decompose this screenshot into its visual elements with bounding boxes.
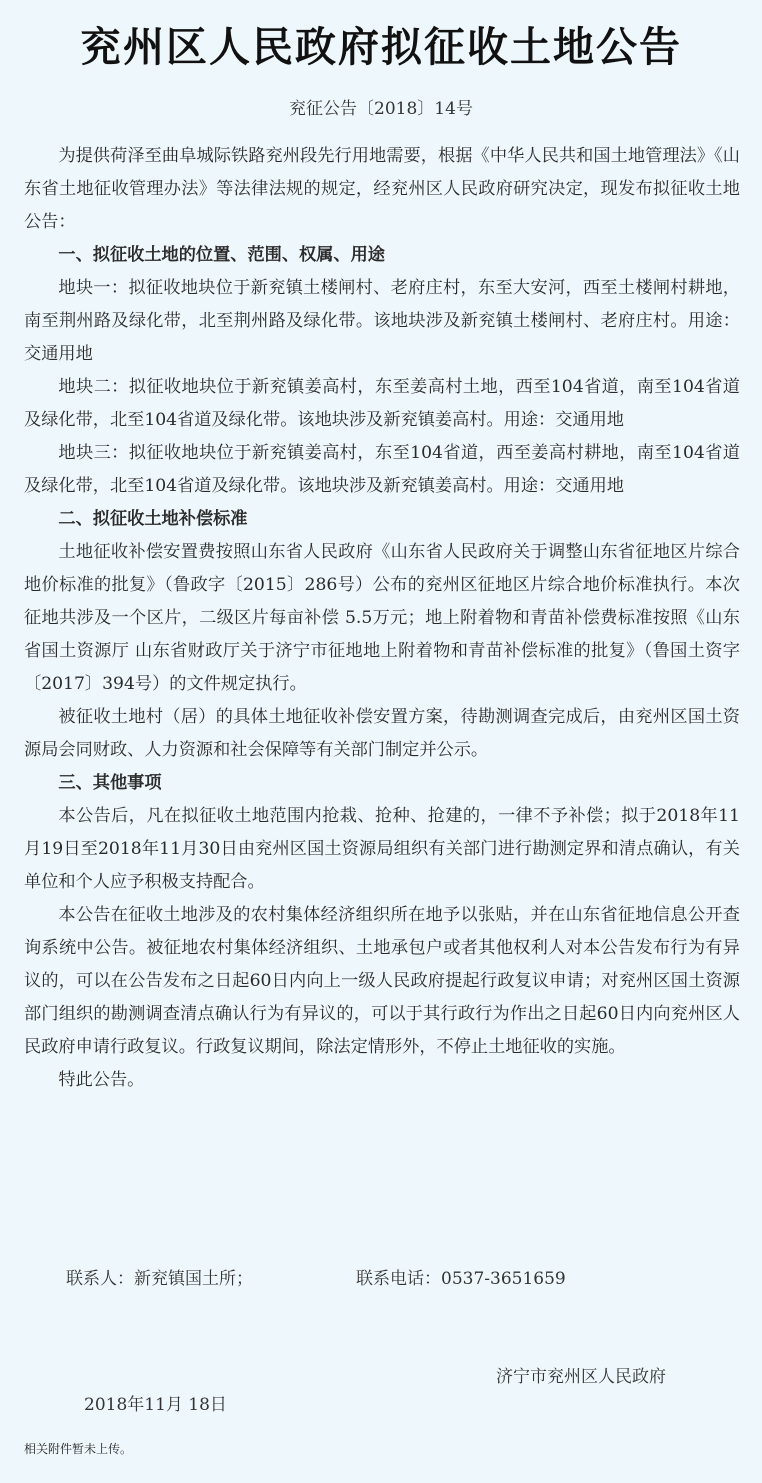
body-paragraph: 地块一：拟征收地块位于新兖镇土楼闸村、老府庄村，东至大安河，西至土楼闸村耕地，南至荆州路及绿化带，北至荆州路及绿化带。该地块涉及新兖镇土楼闸村、老府庄村。用途：交通用地 [24, 278, 740, 364]
page-title: 兖州区人民政府拟征收土地公告 [80, 23, 682, 71]
body-paragraph: 为提供荷泽至曲阜城际铁路兖州段先行用地需要，根据《中华人民共和国土地管理法》《山东省土地征收管理办法》等法律法规的规定，经兖州区人民政府研究决定，现发布拟征收土地公告： [24, 146, 740, 232]
body-paragraph: 土地征收补偿安置费按照山东省人民政府《山东省人民政府关于调整山东省征地区片综合地价标准的批复》（鲁政字〔2015〕286号）公布的兖州区征地区片综合地价标准执行。本次征地共涉及一个区片，二级区片每亩补偿 5.5万元；地上附着物和青苗补偿费标准按照《山东省国土资源厅 山东省财政厅关于济宁市征地地上附着物和青苗补偿标准的批复》（鲁国土资字〔2017〕394号）的文件规定执行。 [24, 542, 740, 694]
issuing-organization: 济宁市兖州区人民政府 [496, 1367, 666, 1387]
body-paragraph: 被征收土地村（居）的具体土地征收补偿安置方案，待勘测调查完成后，由兖州区国土资源局会同财政、人力资源和社会保障等有关部门制定并公示。 [24, 707, 740, 760]
notice-body [24, 140, 740, 1097]
issue-date: 2018年11月 18日 [84, 1395, 227, 1415]
section-heading: 二、拟征收土地补偿标准 [58, 509, 248, 529]
contact-phone: 联系电话：0537-3651659 [356, 1269, 566, 1289]
body-paragraph: 特此公告。 [58, 1070, 145, 1090]
body-paragraph: 本公告在征收土地涉及的农村集体经济组织所在地予以张贴，并在山东省征地信息公开查询系统中公告。被征地农村集体经济组织、土地承包户或者其他权利人对本公告发布行为有异议的，可以在公告发布之日起60日内向上一级人民政府提起行政复议申请；对兖州区国土资源部门组织的勘测调查清点确认行为有异议的，可以于其行政行为作出之日起60日内向兖州区人民政府申请行政复议。行政复议期间，除法定情形外，不停止土地征收的实施。 [24, 905, 740, 1057]
body-paragraph: 地块三：拟征收地块位于新兖镇姜高村，东至104省道，西至姜高村耕地，南至104省道及绿化带，北至104省道及绿化带。该地块涉及新兖镇姜高村。用途：交通用地 [24, 443, 740, 496]
body-paragraph: 地块二：拟征收地块位于新兖镇姜高村，东至姜高村土地，西至104省道，南至104省道及绿化带，北至104省道及绿化带。该地块涉及新兖镇姜高村。用途：交通用地 [24, 377, 740, 430]
section-heading: 一、拟征收土地的位置、范围、权属、用途 [58, 245, 385, 265]
body-paragraph: 本公告后，凡在拟征收土地范围内抢栽、抢种、抢建的，一律不予补偿；拟于2018年11月19日至2018年11月30日由兖州区国土资源局组织有关部门进行勘测定界和清点确认，有关单位和个人应予积极支持配合。 [24, 806, 740, 892]
contact-person: 联系人：新兖镇国土所； [66, 1269, 253, 1289]
attachment-note: 相关附件暂未上传。 [24, 1442, 133, 1456]
document-number: 兖征公告〔2018〕14号 [289, 99, 473, 119]
contact-info [66, 1264, 566, 1289]
section-heading: 三、其他事项 [58, 773, 162, 793]
